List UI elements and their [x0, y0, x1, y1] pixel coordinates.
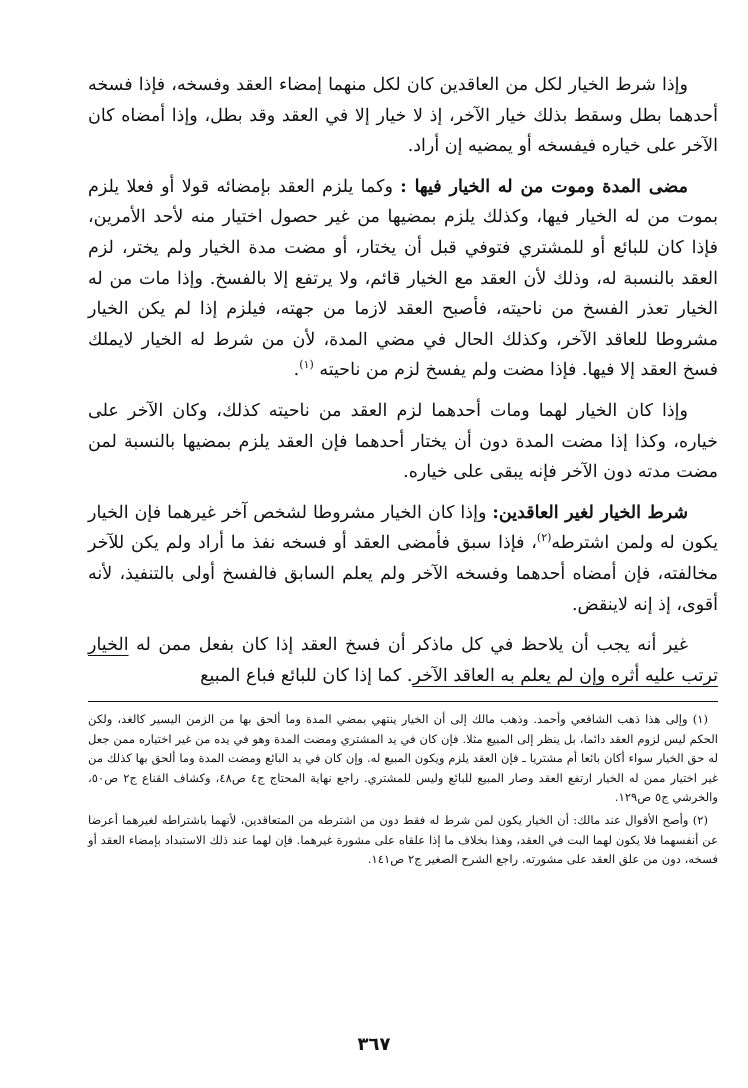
footnote-2-marker: (٢) — [692, 813, 709, 828]
footnote-1 — [88, 710, 718, 807]
footnote-2-text: وأصح الأقوال عند مالك: أن الخيار يكون لمن شرط له فقط دون من اشترطه من المتعاقدين، لأنهما باشتراطه لغيرهما أعرضا عن أنفسهما فلا يكون لهما البت في العقد، وهذا بخلاف ما إذا علقاه على مشورة غيرهما. فإن لهما عند ذلك الاستبداد بإمضاء العقد أو فسخه، دون من علق العقد على مشورته. راجع الشرح الصغير ج٢ ص١٤١. — [88, 813, 718, 867]
paragraph-5-underlined-run: الخيار ترتب عليه أثره وإن لم يعلم به العاقد الآخر — [88, 635, 718, 686]
heading-expiry-and-death: مضى المدة وموت من له الخيار فيها : — [400, 176, 688, 197]
footnote-1-text: وإلى هذا ذهب الشافعي وأحمد. وذهب مالك إلى أن الخيار ينتهي بمضي المدة وما ألحق بها من الزمن اليسير كالغد، ولكن الحكم ليس لزوم العقد دائما، بل ينظر إلى المبيع مثلا. فإن كان في يد المشتري ومضت المدة وهو في يده من غير اختياره ممن جعل له حق الخيار سواء أكان بائعا أم مشتريا ـ فإن العقد يلزم ويكون المبيع له. وإن كان في يد البائع ومضت المدة وما ألحق بها كذلك من غير اختيار ممن له الخيار ارتفع العقد وصار المبيع للبائع وليس للمشتري. راجع نهاية المحتاج ج٤ ص٤٨، وكشاف القناع ج٢ ص٥٠، والخرشي ج٥ ص١٢٩. — [88, 712, 719, 804]
footnote-1-marker: (١) — [692, 712, 709, 727]
paragraph-1 — [88, 70, 718, 162]
paragraph-2 — [88, 172, 718, 386]
paragraph-4-text: وإذا كان الخيار مشروطا لشخص آخر غيرهما فإن الخيار يكون له ولمن اشترطه — [88, 502, 718, 554]
page-body — [88, 70, 718, 874]
footnote-2 — [88, 811, 718, 869]
footnote-separator — [88, 701, 718, 702]
paragraph-2-text: وكما يلزم العقد بإمضائه قولا أو فعلا يلزم بموت من له الخيار فيها، وكذلك يلزم بمضيها من غير حصول اختيار منه لأحد الأمرين، فإذا كان للبائع أو للمشتري فتوفي قبل أن يختار، أو مضت مدة الخيار ولم يختر، لزم العقد بالنسبة له، وذلك لأن العقد مع الخيار قائم، ولا يرتفع إلا بالفسخ. وإذا مات من له الخيار تعذر الفسخ من ناحيته، فأصبح العقد لازما من جهته، فيلزم إذا لم يكن الخيار مشروطا للعاقد الآخر، وكذلك الحال في مضي المدة، لأن من شرط له الخيار لايملك فسخ العقد إلا فيها. فإذا مضت ولم يفسخ لزم من ناحيته — [88, 176, 718, 381]
paragraph-5-text: غير أنه يجب أن يلاحظ في كل ماذكر أن فسخ العقد إذا كان بفعل ممن له الخيار ترتب عليه أثره وإن لم يعلم به العاقد الآخر. كما إذا كان للبائع فباع المبيع — [88, 635, 718, 686]
paragraph-1-text: وإذا شرط الخيار لكل من العاقدين كان لكل منهما إمضاء العقد وفسخه، فإذا فسخه أحدهما بطل وسقط بذلك خيار الآخر، إذ لا خيار إلا في العقد وقد بطل، وإذا أمضاه كان الآخر على خياره فيفسخه أو يمضيه إن أراد. — [88, 75, 718, 157]
paragraph-2-tail: . — [293, 360, 300, 381]
footnote-ref-1: (١) — [299, 358, 314, 372]
paragraph-4-tail: ، فإذا سبق فأمضى العقد أو فسخه نفذ ما أراد ولم يكن للآخر مخالفته، فإن أمضاه أحدهما وفسخه الآخر ولم يعلم السابق فالفسخ أولى بالتنفيذ، لأنه أقوى، إذ إنه لاينقض. — [88, 533, 718, 615]
footnote-ref-2: (٢) — [536, 531, 552, 545]
paragraph-3 — [88, 396, 718, 488]
heading-third-party-option: شرط الخيار لغير العاقدين: — [492, 502, 688, 523]
paragraph-4 — [88, 498, 718, 620]
paragraph-3-text: وإذا كان الخيار لهما ومات أحدهما لزم العقد من ناحيته كذلك، وكان الآخر على خياره، وكذا إذا مضت المدة دون أن يختار أحدهما فإن العقد يلزم بمضيها بالنسبة لمن مضت مدته دون الآخر فإنه يبقى على خياره. — [88, 400, 718, 483]
paragraph-5 — [88, 630, 718, 691]
page-number: ٣٦٧ — [357, 1034, 391, 1055]
